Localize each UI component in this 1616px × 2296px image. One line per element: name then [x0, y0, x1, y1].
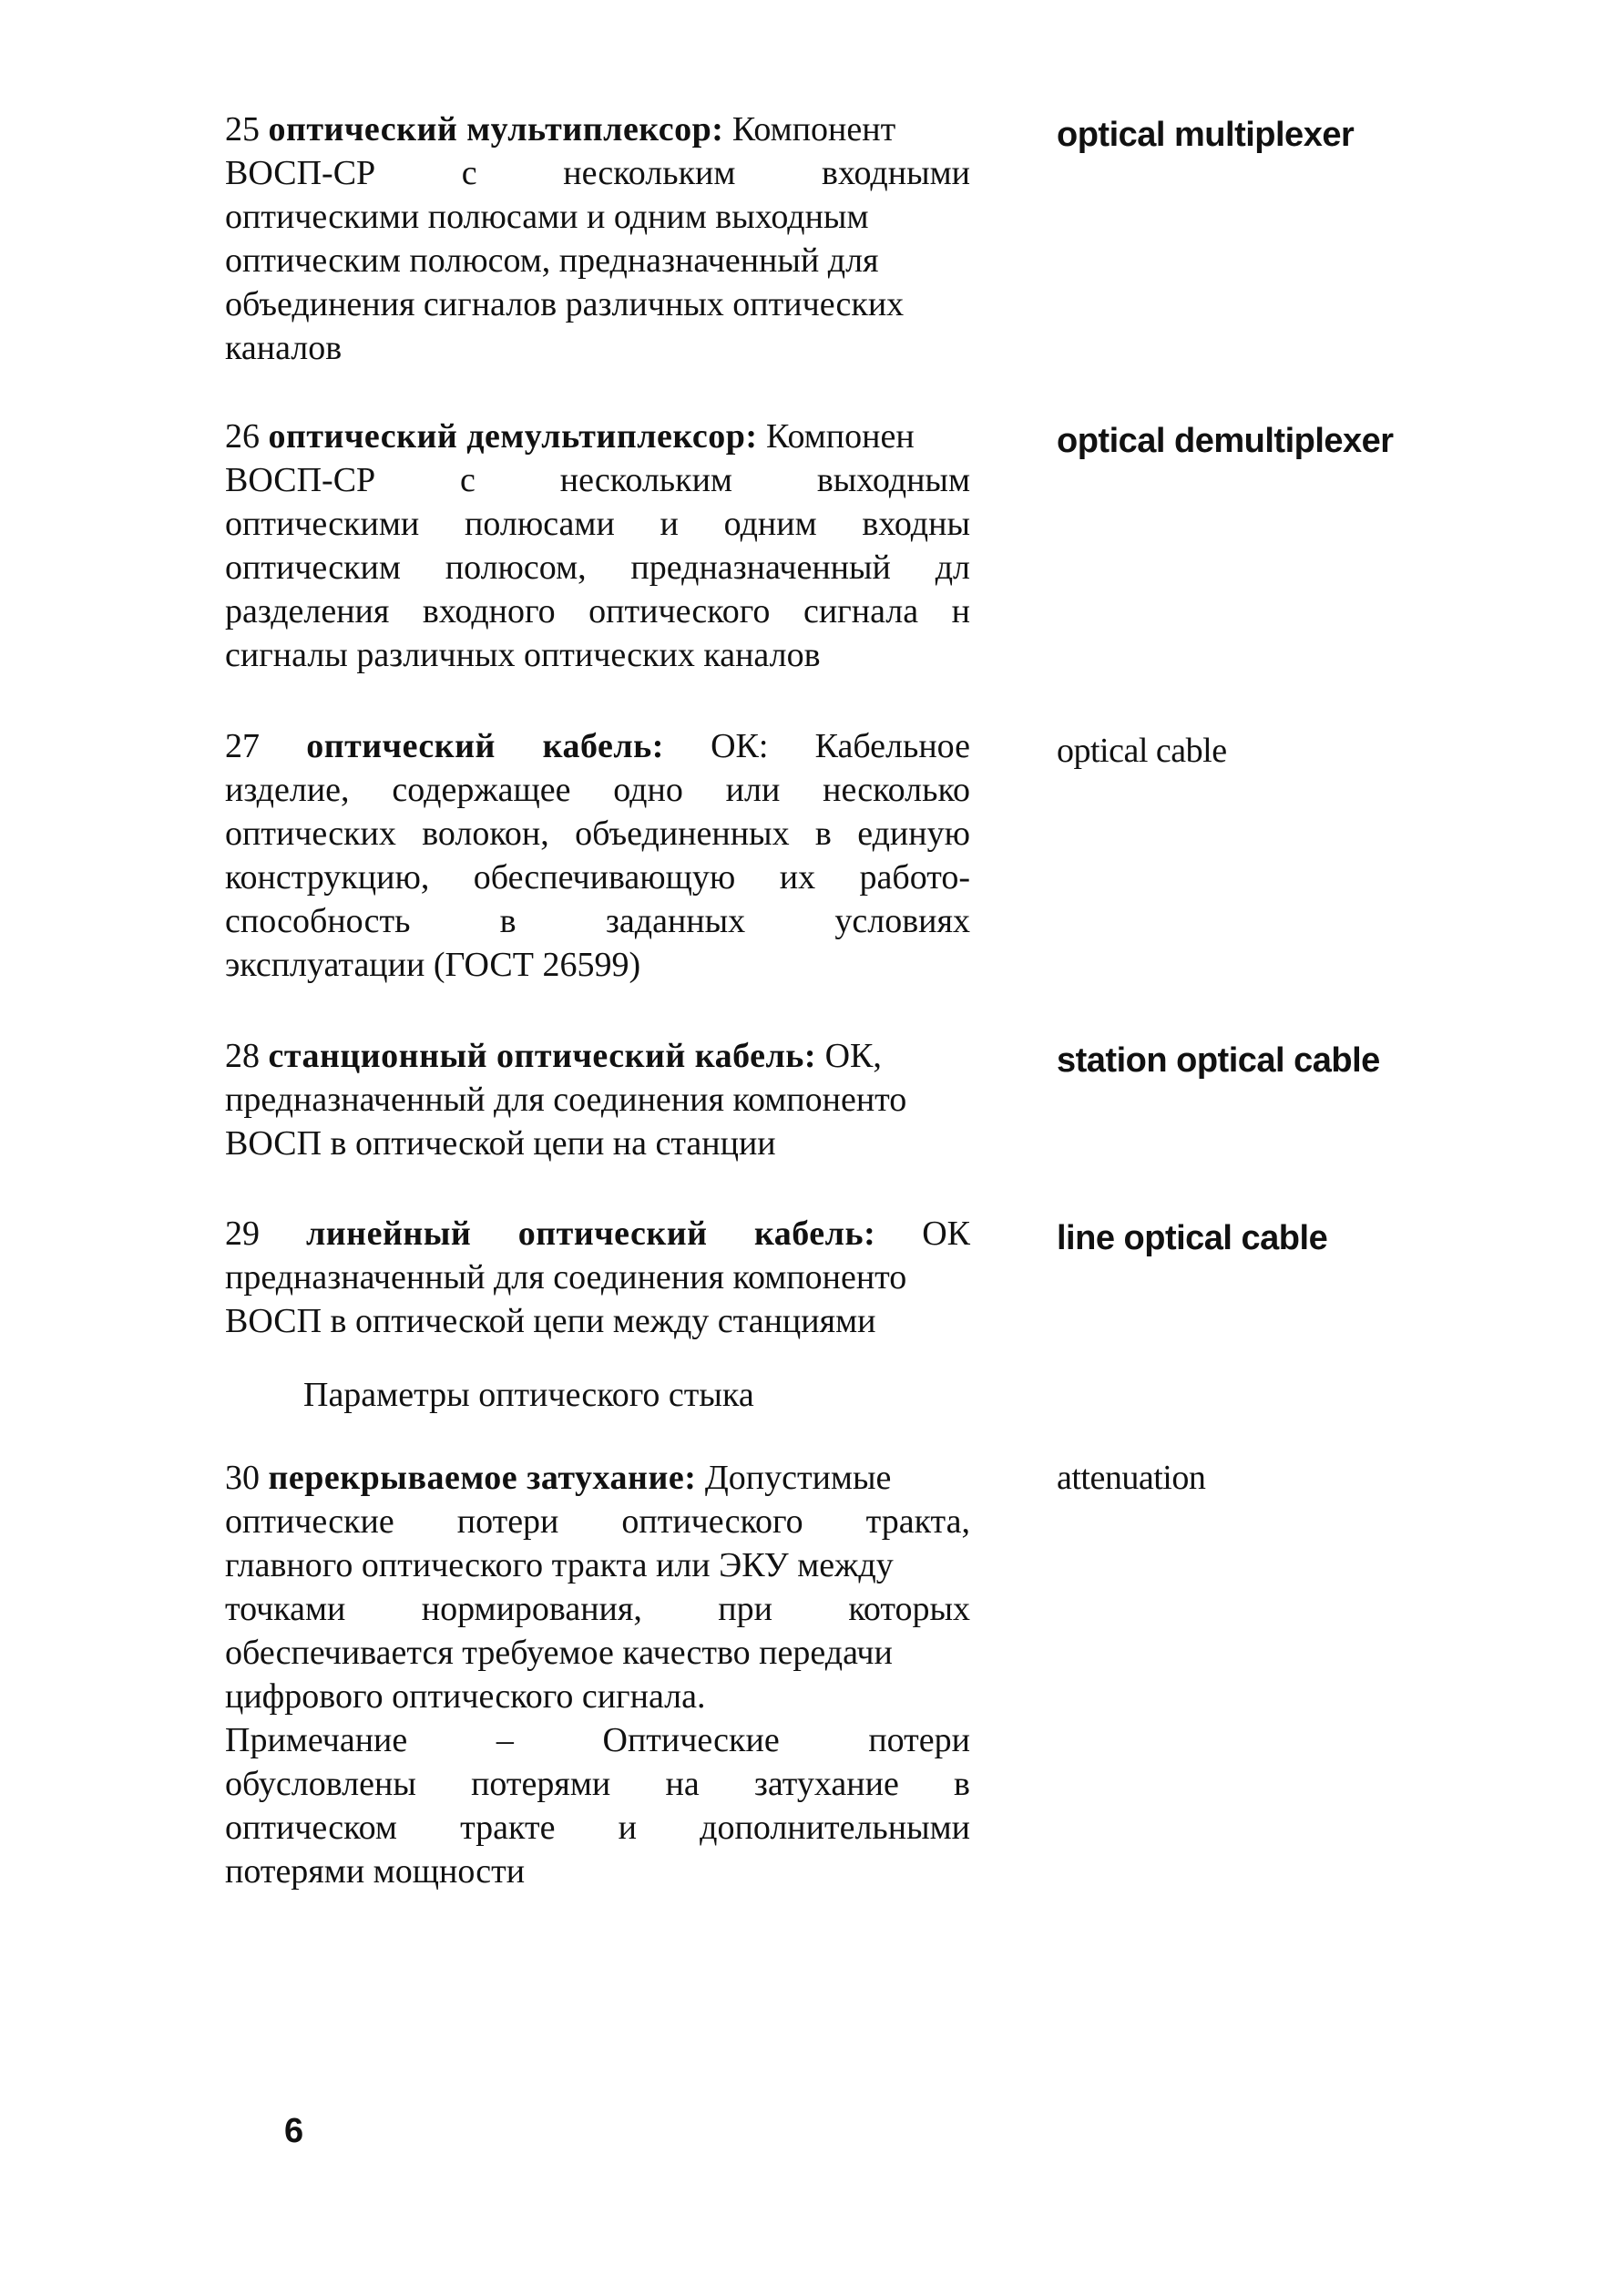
definition-line: главного оптического тракта или ЭКУ между [225, 1546, 894, 1584]
definition-line: ВОСП-СР с нескольким выходным [225, 461, 970, 499]
term-name: линейный оптический кабель: [305, 1215, 876, 1253]
definition-line: сигналы различных оптических каналов [225, 636, 821, 674]
definition-line: оптические потери оптического тракта, [225, 1502, 970, 1541]
definition-line: 28 станционный оптический кабель: ОК, [225, 1037, 882, 1075]
definition-line: цифрового оптического сигнала. [225, 1677, 706, 1716]
definition-28 [225, 1034, 970, 1165]
note-line: потерями мощности [225, 1852, 526, 1891]
definition-line: оптических волокон, объединенных в единую [225, 815, 970, 853]
english-term-30: attenuation [1057, 1459, 1206, 1497]
definition-line: 29 линейный оптический кабель: ОК [225, 1215, 971, 1253]
english-term-27: optical cable [1057, 732, 1227, 770]
term-name: перекрываемое затухание: [268, 1459, 697, 1497]
term-name: оптический кабель: [306, 727, 664, 765]
definition-line: предназначенный для соединения компоненто [225, 1258, 907, 1297]
definition-line: способность в заданных условиях [225, 902, 970, 940]
definition-line: 30 перекрываемое затухание: Допустимые [225, 1459, 892, 1497]
definition-line: каналов [225, 329, 343, 367]
english-term-25: optical multiplexer [1057, 116, 1355, 154]
definition-29 [225, 1212, 970, 1343]
definition-line: оптическими полюсами и одним входны [225, 505, 970, 543]
definition-line: эксплуатации (ГОСТ 26599) [225, 946, 641, 984]
term-name: оптический демультиплексор: [268, 417, 758, 456]
definition-line: ВОСП в оптической цепи на станции [225, 1124, 776, 1163]
section-heading: Параметры оптического стыка [303, 1376, 754, 1414]
note-line: обусловлены потерями на затухание в [225, 1765, 970, 1803]
definition-line: конструкцию, обеспечивающую их работо- [225, 858, 970, 897]
definition-line: разделения входного оптического сигнала н [225, 592, 970, 630]
definition-line: 26 оптический демультиплексор: Компонен [225, 417, 915, 456]
definition-line: предназначенный для соединения компоненто [225, 1081, 907, 1119]
definition-line: ВОСП-СР с нескольким входными [225, 154, 970, 192]
definition-line: 27 оптический кабель: ОК: Кабельное [225, 727, 970, 765]
definition-line: оптическими полюсами и одним выходным [225, 198, 869, 236]
definition-26 [225, 415, 970, 677]
page-number: 6 [284, 2112, 304, 2150]
term-name: оптический мультиплексор: [268, 110, 724, 149]
definition-line: ВОСП в оптической цепи между станциями [225, 1302, 876, 1340]
term-name: станционный оптический кабель: [268, 1037, 817, 1075]
definition-line: объединения сигналов различных оптических [225, 285, 905, 323]
definition-line: точками нормирования, при которых [225, 1590, 970, 1628]
definition-line: 25 оптический мультиплексор: Компонент [225, 110, 896, 149]
definition-27 [225, 724, 970, 987]
definition-line: оптическим полюсом, предназначенный дл [225, 548, 970, 587]
english-term-29: line optical cable [1057, 1219, 1328, 1257]
note-line: Примечание – Оптические потери [225, 1721, 970, 1759]
definition-line: обеспечивается требуемое качество передачи [225, 1634, 893, 1672]
definition-line: оптическим полюсом, предназначенный для [225, 241, 879, 280]
definition-line: изделие, содержащее одно или несколько [225, 771, 970, 809]
definition-30 [225, 1456, 970, 1893]
definition-25 [225, 108, 970, 370]
note-line: оптическом тракте и дополнительными [225, 1809, 970, 1847]
english-term-26: optical demultiplexer [1057, 422, 1394, 460]
english-term-28: station optical cable [1057, 1041, 1380, 1080]
